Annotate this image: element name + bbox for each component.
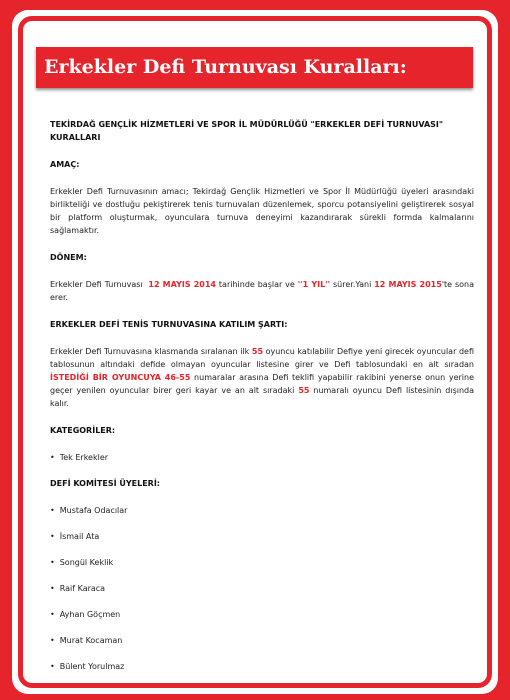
bullet-icon: • bbox=[50, 584, 55, 593]
committee-member bbox=[50, 608, 474, 621]
category-list bbox=[50, 451, 474, 464]
rules-header-line: TEKİRDAĞ GENÇLİK HİZMETLERİ VE SPOR İL MÜDÜRLÜĞÜ "ERKEKLER DEFİ TURNUVASI" KURALLARI bbox=[50, 120, 444, 142]
bullet-icon: • bbox=[50, 636, 55, 645]
katilim-text bbox=[50, 345, 474, 410]
amac-heading: AMAÇ: bbox=[50, 160, 80, 169]
bullet-icon: • bbox=[50, 506, 55, 515]
katilim-text-part: numaralar arasına Defi teklifi yapabilir rakibini yenerse onun yerine geçer yenilen oyuncular birer geri kayar ve an alt sıradaki bbox=[50, 373, 474, 395]
committee-member bbox=[50, 556, 474, 569]
katilim-heading: ERKEKLER DEFİ TENİS TURNUVASINA KATILIM ŞARTI: bbox=[50, 320, 288, 329]
bullet-icon: • bbox=[50, 610, 55, 619]
donem-text-part: tarihinde başlar ve bbox=[218, 280, 295, 289]
start-date: 12 MAYIS 2014 bbox=[148, 280, 217, 289]
donem-text bbox=[50, 278, 474, 304]
committee-member-label: Raif Karaca bbox=[59, 584, 106, 593]
category-item bbox=[50, 451, 474, 464]
category-item-label: Tek Erkekler bbox=[59, 453, 109, 462]
bullet-icon: • bbox=[50, 662, 55, 671]
committee-member bbox=[50, 504, 474, 517]
challenge-range: İSTEDİĞİ BİR OYUNCUYA 46-55 bbox=[50, 373, 191, 382]
katilim-text-part: numaralı oyuncu Defi listesinin dışında kalır. bbox=[50, 386, 475, 408]
duration: ''1 YIL'' bbox=[297, 280, 331, 289]
committee-member bbox=[50, 530, 474, 543]
bullet-icon: • bbox=[50, 453, 55, 462]
committee-member-label: Murat Kocaman bbox=[59, 636, 123, 645]
katilim-text-part: oyuncu katılabilir Defiye yeni girecek oyuncular defi tablosunun altındaki defide olmayan oyuncular listesine girer ve Defi tablosundaki en alt sıradan bbox=[50, 347, 475, 369]
committee-member bbox=[50, 660, 474, 673]
donem-text-part: Erkekler Defi Turnuvası bbox=[50, 280, 143, 289]
donem-heading: DÖNEM: bbox=[50, 253, 87, 262]
committee-member-label: Mustafa Odacılar bbox=[59, 506, 128, 515]
katilim-text-part: Erkekler Defi Turnuvasına klasmanda sıralanan ilk bbox=[50, 347, 250, 356]
kategoriler-heading: KATEGORİLER: bbox=[50, 426, 116, 435]
komite-heading: DEFİ KOMİTESİ ÜYELERİ: bbox=[50, 479, 161, 488]
page-title: Erkekler Defi Turnuvası Kuralları: bbox=[36, 47, 473, 88]
committee-member bbox=[50, 634, 474, 647]
end-date: 12 MAYIS 2015 bbox=[374, 280, 442, 289]
amac-text: Erkekler Defi Turnuvasının amacı; Tekirdağ Gençlik Hizmetleri ve Spor İl Müdürlüğü üyeleri arasındaki birlikteliği ve dostluğu pekiştirerek tenis turnuvaları düzenlemek, sporcu potansiyelini geliştirerek sosyal bir platform oluşturmak, oyunculara turnuva deneyimi kazandırarak sürekli formda kalmalarını sağlamaktır. bbox=[50, 187, 474, 235]
donem-text-part: sürer.Yani bbox=[332, 280, 372, 289]
committee-member-label: Songül Keklik bbox=[59, 558, 114, 567]
bullet-icon: • bbox=[50, 558, 55, 567]
committee-member bbox=[50, 582, 474, 595]
committee-list bbox=[50, 504, 474, 673]
committee-member-label: İsmail Ata bbox=[59, 532, 100, 541]
bullet-icon: • bbox=[50, 532, 55, 541]
committee-member-label: Bülent Yorulmaz bbox=[59, 662, 125, 671]
rules-content bbox=[50, 118, 474, 686]
last-rank: 55 bbox=[298, 386, 310, 395]
donem-text-part: 'te sona erer. bbox=[50, 280, 475, 302]
committee-member-label: Ayhan Göçmen bbox=[59, 610, 121, 619]
player-limit: 55 bbox=[251, 347, 264, 356]
